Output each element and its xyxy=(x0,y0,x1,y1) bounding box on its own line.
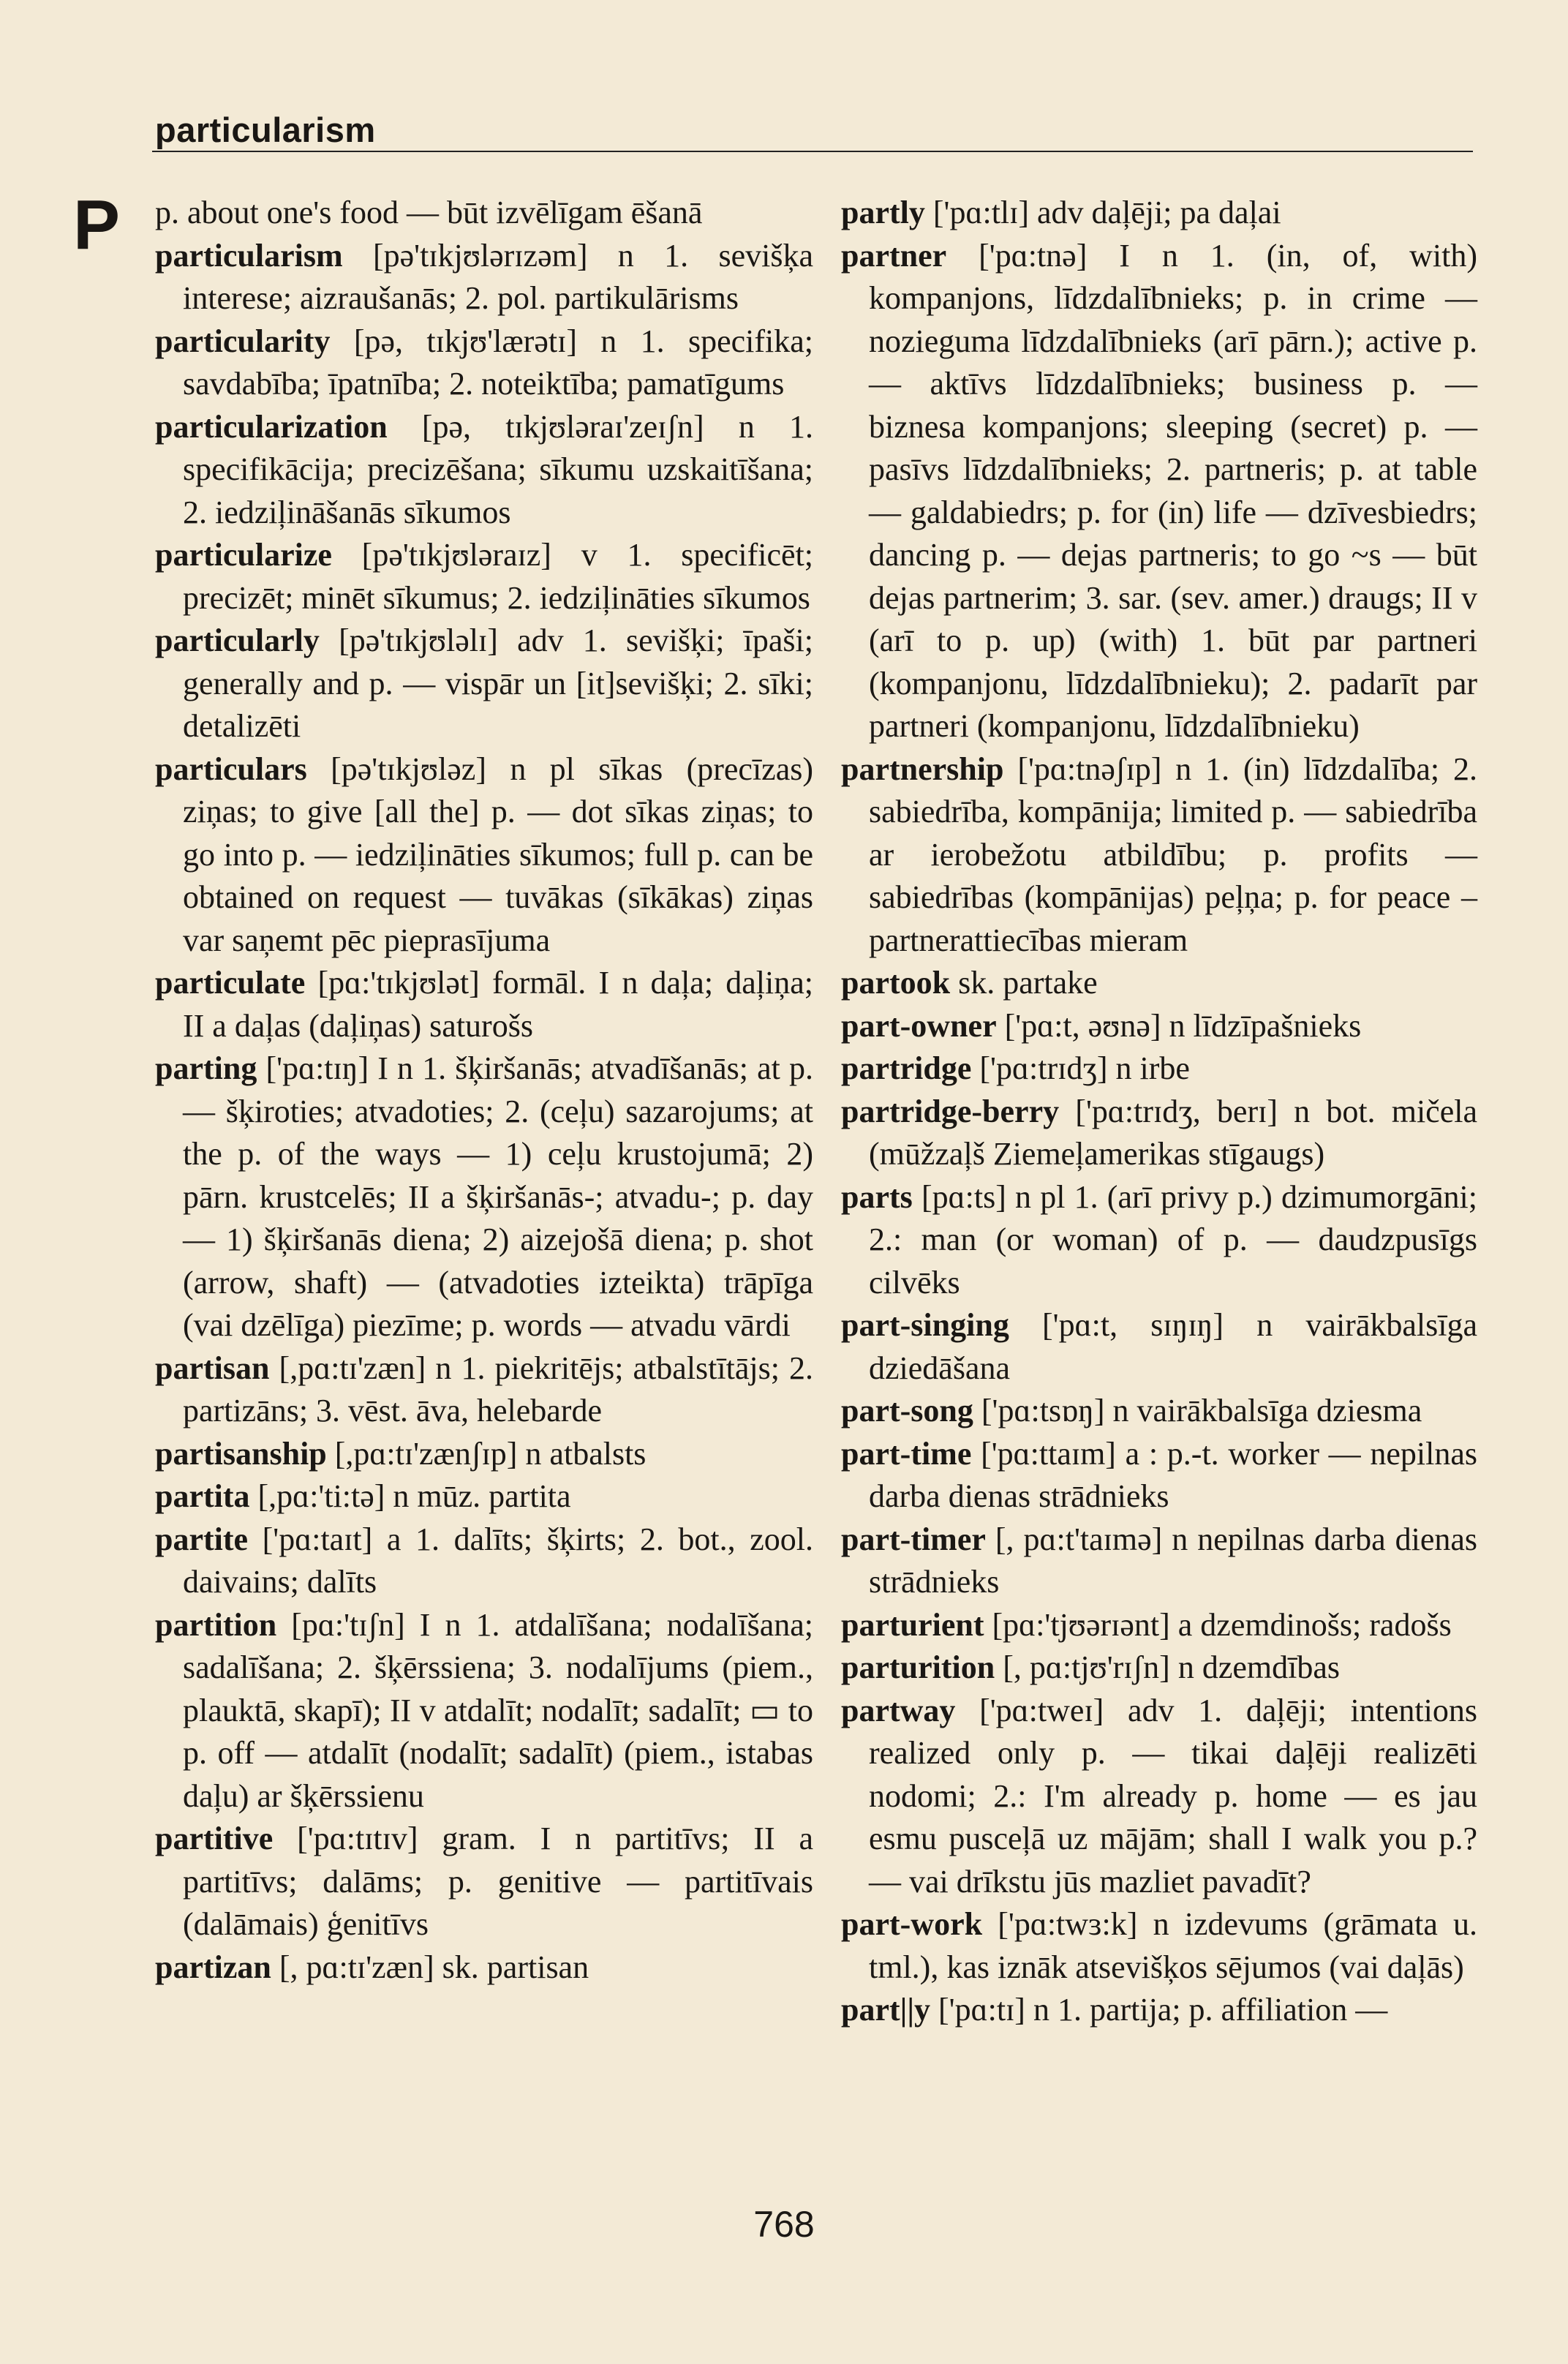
headword: part-time xyxy=(841,1435,972,1472)
running-head: particularism xyxy=(155,110,376,149)
headword: part-song xyxy=(841,1393,973,1428)
entry-text: ['pɑ:t, əʊnə] n līdzīpašnieks xyxy=(996,1007,1362,1044)
entry-text: [, pɑ:tjʊ'rɪʃn] n dzemdības xyxy=(995,1649,1340,1685)
dictionary-entry xyxy=(841,192,1477,235)
entry-text: [pɑ:'tjʊərɪənt] a dzemdinošs; radošs xyxy=(984,1606,1452,1643)
headword: parturient xyxy=(841,1606,984,1643)
entry-text: ['pɑ:tnə] I n 1. (in, of, with) kompanjons, līdzdalībnieks; p. in crime — nozieguma līdzdalībnieks (arī pārn.); active p. — aktīvs līdzdalībnieks; business p. — biznesa kompanjons; sleeping (secret) p. — pasīvs līdzdalībnieks; 2. partneris; p. at table — galdabiedrs; p. for (in) life — dzīvesbiedrs; dancing p. — dejas partneris; to go ~s — būt dejas partnerim; 3. sar. (sev. amer.) draugs; II v (arī to p. up) (with) 1. būt par partneri (kompanjonu, līdzdalībnieku); 2. padarīt par partneri (kompanjonu, līdzdalībnieku) xyxy=(869,237,1477,744)
dictionary-entry xyxy=(841,962,1477,1005)
headword: partitive xyxy=(155,1821,274,1856)
dictionary-entry xyxy=(841,1604,1477,1647)
dictionary-entry xyxy=(155,320,813,406)
headword: partisanship xyxy=(155,1435,327,1472)
dictionary-entry xyxy=(155,1518,813,1604)
headword: part-singing xyxy=(841,1307,1009,1343)
dictionary-entry xyxy=(841,1433,1477,1518)
headword: partisan xyxy=(155,1349,270,1386)
entry-text: ['pɑ:tɪ] n 1. partija; p. affiliation — xyxy=(930,1992,1388,2028)
entry-text: ['pɑ:tsɒŋ] n vairākbalsīga dziesma xyxy=(973,1393,1422,1428)
entry-text: ['pɑ:trɪdʒ, berɪ] n bot. mičela (mūžzaļš Ziemeļamerikas stīgaugs) xyxy=(869,1093,1477,1172)
headword: partway xyxy=(841,1692,956,1728)
page-number: 768 xyxy=(753,2204,815,2245)
entry-text: [pə'tɪkjʊləz] n pl sīkas (precīzas) ziņas; to give [all the] p. — dot sīkas ziņas; to go into p. — iedziļināties sīkumos; full p. can be obtained on request — tuvākas (sīkākas) ziņas var saņemt pēc pieprasījuma xyxy=(183,750,813,958)
headword: partridge-berry xyxy=(841,1093,1060,1129)
headword: partook xyxy=(841,965,951,1001)
headword: parts xyxy=(841,1178,913,1215)
entry-text: ['pɑ:taɪt] a 1. dalīts; šķirts; 2. bot., zool. daivains; dalīts xyxy=(183,1521,813,1600)
left-column xyxy=(155,192,813,1989)
headword: particularization xyxy=(155,408,388,445)
entry-text: [,pɑ:'ti:tə] n mūz. partita xyxy=(249,1478,571,1514)
headword: particulate xyxy=(155,965,306,1001)
dictionary-entry xyxy=(155,406,813,535)
entry-text: [,pɑ:tɪ'zænʃɪp] n atbalsts xyxy=(326,1435,647,1472)
entry-text: [pə'tɪkjʊləraɪz] v 1. specificēt; precizēt; minēt sīkumus; 2. iedziļināties sīkumos xyxy=(183,537,813,616)
entry-text: [pɑ:'tɪkjʊlət] formāl. I n daļa; daļiņa; II a daļas (daļiņas) saturošs xyxy=(183,965,813,1044)
entry-text: ['pɑ:tɪŋ] I n 1. šķiršanās; atvadīšanās; at p. — šķiroties; atvadoties; 2. (ceļu) sazarojums; at the p. of the ways — 1) ceļu krustojumā; 2) pārn. krustcelēs; II a šķiršanās-; atvadu-; p. day — 1) šķiršanās diena; 2) aizejošā diena; p. shot (arrow, shaft) — (atvadoties izteikta) trāpīga (vai dzēlīga) piezīme; p. words — atvadu vārdi xyxy=(183,1050,813,1343)
dictionary-entry xyxy=(841,1176,1477,1305)
headword: partnership xyxy=(841,750,1004,787)
dictionary-entry xyxy=(841,1690,1477,1904)
entry-text: [, pɑ:tɪ'zæn] sk. partisan xyxy=(271,1949,589,1985)
thumb-index-letter: P xyxy=(73,186,121,264)
entry-text: [pə, tɪkjʊ'lærətɪ] n 1. specifika; savdabība; īpatnība; 2. noteiktība; pamatīgums xyxy=(183,323,813,402)
entry-text: [pə, tɪkjʊləraɪ'zeɪʃn] n 1. specifikācija; precizēšana; sīkumu uzskaitīšana; 2. iedziļināšanās sīkumos xyxy=(183,408,813,530)
headword: partner xyxy=(841,237,947,274)
dictionary-entry xyxy=(841,1091,1477,1176)
dictionary-entry xyxy=(841,1646,1477,1690)
headword: part-owner xyxy=(841,1007,997,1044)
headword: partly xyxy=(841,195,925,230)
entry-text: ['pɑ:tlɪ] adv daļēji; pa daļai xyxy=(924,195,1281,230)
dictionary-entry xyxy=(841,1304,1477,1390)
entry-text: ['pɑ:tweɪ] adv 1. daļēji; intentions realized only p. — tikai daļēji realizēti nodomi; 2.: I'm already p. home — es jau esmu pusceļā uz mājām; shall I walk you p.? — vai drīkstu jūs mazliet pavadīt? xyxy=(869,1692,1477,1900)
headword: particularity xyxy=(155,323,331,359)
headword: partridge xyxy=(841,1050,972,1086)
headword: parting xyxy=(155,1050,257,1086)
entry-text: p. about one's food — būt izvēlīgam ēšanā xyxy=(155,195,703,230)
dictionary-entry xyxy=(841,1518,1477,1604)
entry-text: ['pɑ:ttaɪm] a : p.-t. worker — nepilnas darba dienas strādnieks xyxy=(869,1435,1477,1514)
headword: partition xyxy=(155,1606,277,1643)
dictionary-entry xyxy=(155,1604,813,1818)
dictionary-entry xyxy=(155,962,813,1047)
entry-text: [pə'tɪkjʊlərɪzəm] n 1. sevišķa interese; aizraušanās; 2. pol. partikulārisms xyxy=(183,237,813,316)
dictionary-entry xyxy=(155,1047,813,1347)
dictionary-entry xyxy=(841,1005,1477,1048)
headword: particulars xyxy=(155,750,307,787)
headword: partizan xyxy=(155,1949,271,1985)
entry-text: ['pɑ:tnəʃɪp] n 1. (in) līdzdalība; 2. sabiedrība, kompānija; limited p. — sabiedrība ar ierobežotu atbildību; p. profits — sabiedrības (kompānijas) peļņa; p. for peace – partnerattiecības mieram xyxy=(869,750,1477,958)
entry-text: [pɑ:ts] n pl 1. (arī privy p.) dzimumorgāni; 2.: man (or woman) of p. — daudzpusīgs cilvēks xyxy=(869,1178,1477,1300)
dictionary-entry xyxy=(155,620,813,748)
headword: particularism xyxy=(155,237,343,274)
dictionary-entry xyxy=(155,748,813,963)
dictionary-entry xyxy=(155,192,813,235)
entry-text: ['pɑ:twɜ:k] n izdevums (grāmata u. tml.), kas iznāk atsevišķos sējumos (vai daļās) xyxy=(869,1906,1477,1985)
dictionary-entry xyxy=(155,1946,813,1990)
dictionary-entry xyxy=(841,235,1477,748)
headword: part||y xyxy=(841,1992,931,2028)
dictionary-entry xyxy=(155,1433,813,1476)
entry-text: [pɑ:'tɪʃn] I n 1. atdalīšana; nodalīšana; sadalīšana; 2. šķērssiena; 3. nodalījums (piem., plauktā, skapī); II v atdalīt; nodalīt; sadalīt; ▭ to p. off — atdalīt (nodalīt; sadalīt) (piem., istabas daļu) ar šķērssienu xyxy=(183,1606,813,1814)
header-rule xyxy=(152,151,1473,152)
headword: parturition xyxy=(841,1649,995,1685)
entry-text: ['pɑ:tɪtɪv] gram. I n partitīvs; II a partitīvs; dalāms; p. genitive — partitīvais (dalāmais) ģenitīvs xyxy=(183,1821,813,1942)
headword: part-work xyxy=(841,1906,983,1942)
dictionary-entry xyxy=(155,1475,813,1518)
dictionary-entry xyxy=(841,1903,1477,1989)
headword: partita xyxy=(155,1478,250,1514)
right-column xyxy=(841,192,1477,2032)
entry-text: [,pɑ:tɪ'zæn] n 1. piekritējs; atbalstītājs; 2. partizāns; 3. vēst. āva, helebarde xyxy=(183,1349,813,1428)
dictionary-entry xyxy=(155,534,813,620)
entry-text: [, pɑ:t'taɪmə] n nepilnas darba dienas strādnieks xyxy=(869,1521,1477,1600)
dictionary-entry xyxy=(155,1818,813,1946)
headword: particularly xyxy=(155,622,320,658)
dictionary-entry xyxy=(841,748,1477,963)
entry-text: ['pɑ:t, sɪŋɪŋ] n vairākbalsīga dziedāšana xyxy=(869,1307,1477,1386)
headword: partite xyxy=(155,1521,249,1557)
headword: part-timer xyxy=(841,1521,986,1557)
dictionary-entry xyxy=(841,1047,1477,1091)
entry-text: sk. partake xyxy=(950,965,1098,1001)
dictionary-entry xyxy=(841,1390,1477,1433)
entry-text: [pə'tɪkjʊləlɪ] adv 1. sevišķi; īpaši; generally and p. — vispār un [it]sevišķi; 2. sīki; detalizēti xyxy=(183,622,813,744)
dictionary-entry xyxy=(155,1347,813,1433)
headword: particularize xyxy=(155,537,332,573)
dictionary-entry xyxy=(155,235,813,320)
dictionary-entry xyxy=(841,1989,1477,2032)
entry-text: ['pɑ:trɪdʒ] n irbe xyxy=(971,1050,1190,1086)
